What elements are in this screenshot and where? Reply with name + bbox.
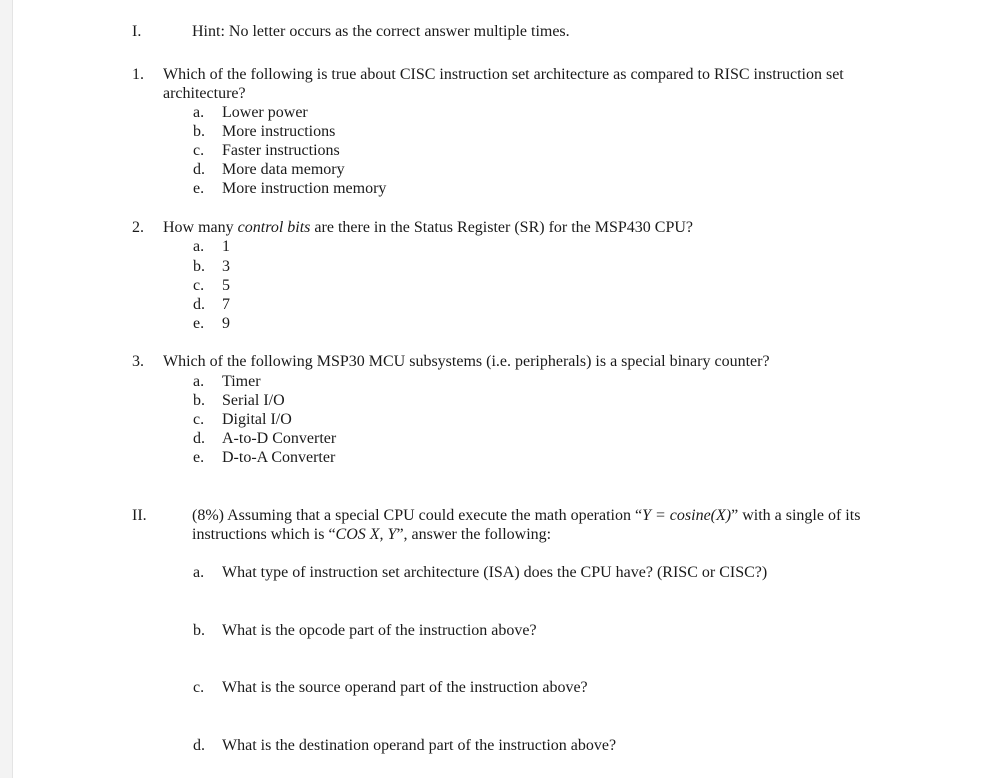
question-2-text: How many control bits are there in the Status Register (SR) for the MSP430 CPU? [163,219,694,236]
q1-option-letter: a. [193,104,205,121]
q2-option-text: 5 [222,277,230,294]
q2-option-text: 9 [222,315,230,332]
q3-option-text: Serial I/O [222,392,285,409]
q3-option-text: Digital I/O [222,411,292,428]
section-2-question-letter: d. [193,737,205,754]
q2-option-text: 3 [222,258,230,275]
q2-option-letter: e. [193,315,205,332]
section-2-question-letter: b. [193,622,205,639]
q2-option-letter: b. [193,258,205,275]
section-2-intro-line2: instructions which is “COS X, Y”, answer the following: [192,526,552,543]
question-3-text: Which of the following MSP30 MCU subsystems (i.e. peripherals) is a special binary counter? [163,353,770,370]
section-2-question-text: What type of instruction set architecture (ISA) does the CPU have? (RISC or CISC?) [222,564,768,581]
q1-option-letter: b. [193,123,205,140]
q1-option-letter: e. [193,180,205,197]
q1-option-letter: d. [193,161,205,178]
q1-option-letter: c. [193,142,205,159]
q1-option-text: More instruction memory [222,180,387,197]
q2-option-letter: d. [193,296,205,313]
question-1-text-line2: architecture? [163,85,246,102]
question-3-number: 3. [132,353,144,370]
q3-option-letter: d. [193,430,205,447]
section-2-numeral: II. [132,507,147,524]
q2-option-text: 1 [222,238,230,255]
q1-option-text: More instructions [222,123,336,140]
q2-option-text: 7 [222,296,230,313]
section-2-question-letter: a. [193,564,205,581]
q1-option-text: Lower power [222,104,308,121]
question-2-number: 2. [132,219,144,236]
section-2-question-letter: c. [193,679,205,696]
q3-option-letter: e. [193,449,205,466]
q2-option-letter: a. [193,238,205,255]
q1-option-text: More data memory [222,161,345,178]
q3-option-text: D-to-A Converter [222,449,336,466]
q1-option-text: Faster instructions [222,142,340,159]
section-2-question-text: What is the opcode part of the instruction above? [222,622,537,639]
q3-option-text: A-to-D Converter [222,430,337,447]
q3-option-letter: b. [193,392,205,409]
question-1-number: 1. [132,66,144,83]
section-2-question-text: What is the destination operand part of the instruction above? [222,737,617,754]
section-2-intro-line1: (8%) Assuming that a special CPU could execute the math operation “Y = cosine(X)” with a single of its [192,507,861,524]
section-1-numeral: I. [132,23,142,40]
q2-option-letter: c. [193,277,205,294]
q3-option-letter: c. [193,411,205,428]
section-2-question-text: What is the source operand part of the instruction above? [222,679,588,696]
question-1-text-line1: Which of the following is true about CISC instruction set architecture as compared to RISC instruction set [163,66,844,83]
q3-option-letter: a. [193,373,205,390]
q3-option-text: Timer [222,373,261,390]
section-1-hint: Hint: No letter occurs as the correct answer multiple times. [192,23,570,40]
